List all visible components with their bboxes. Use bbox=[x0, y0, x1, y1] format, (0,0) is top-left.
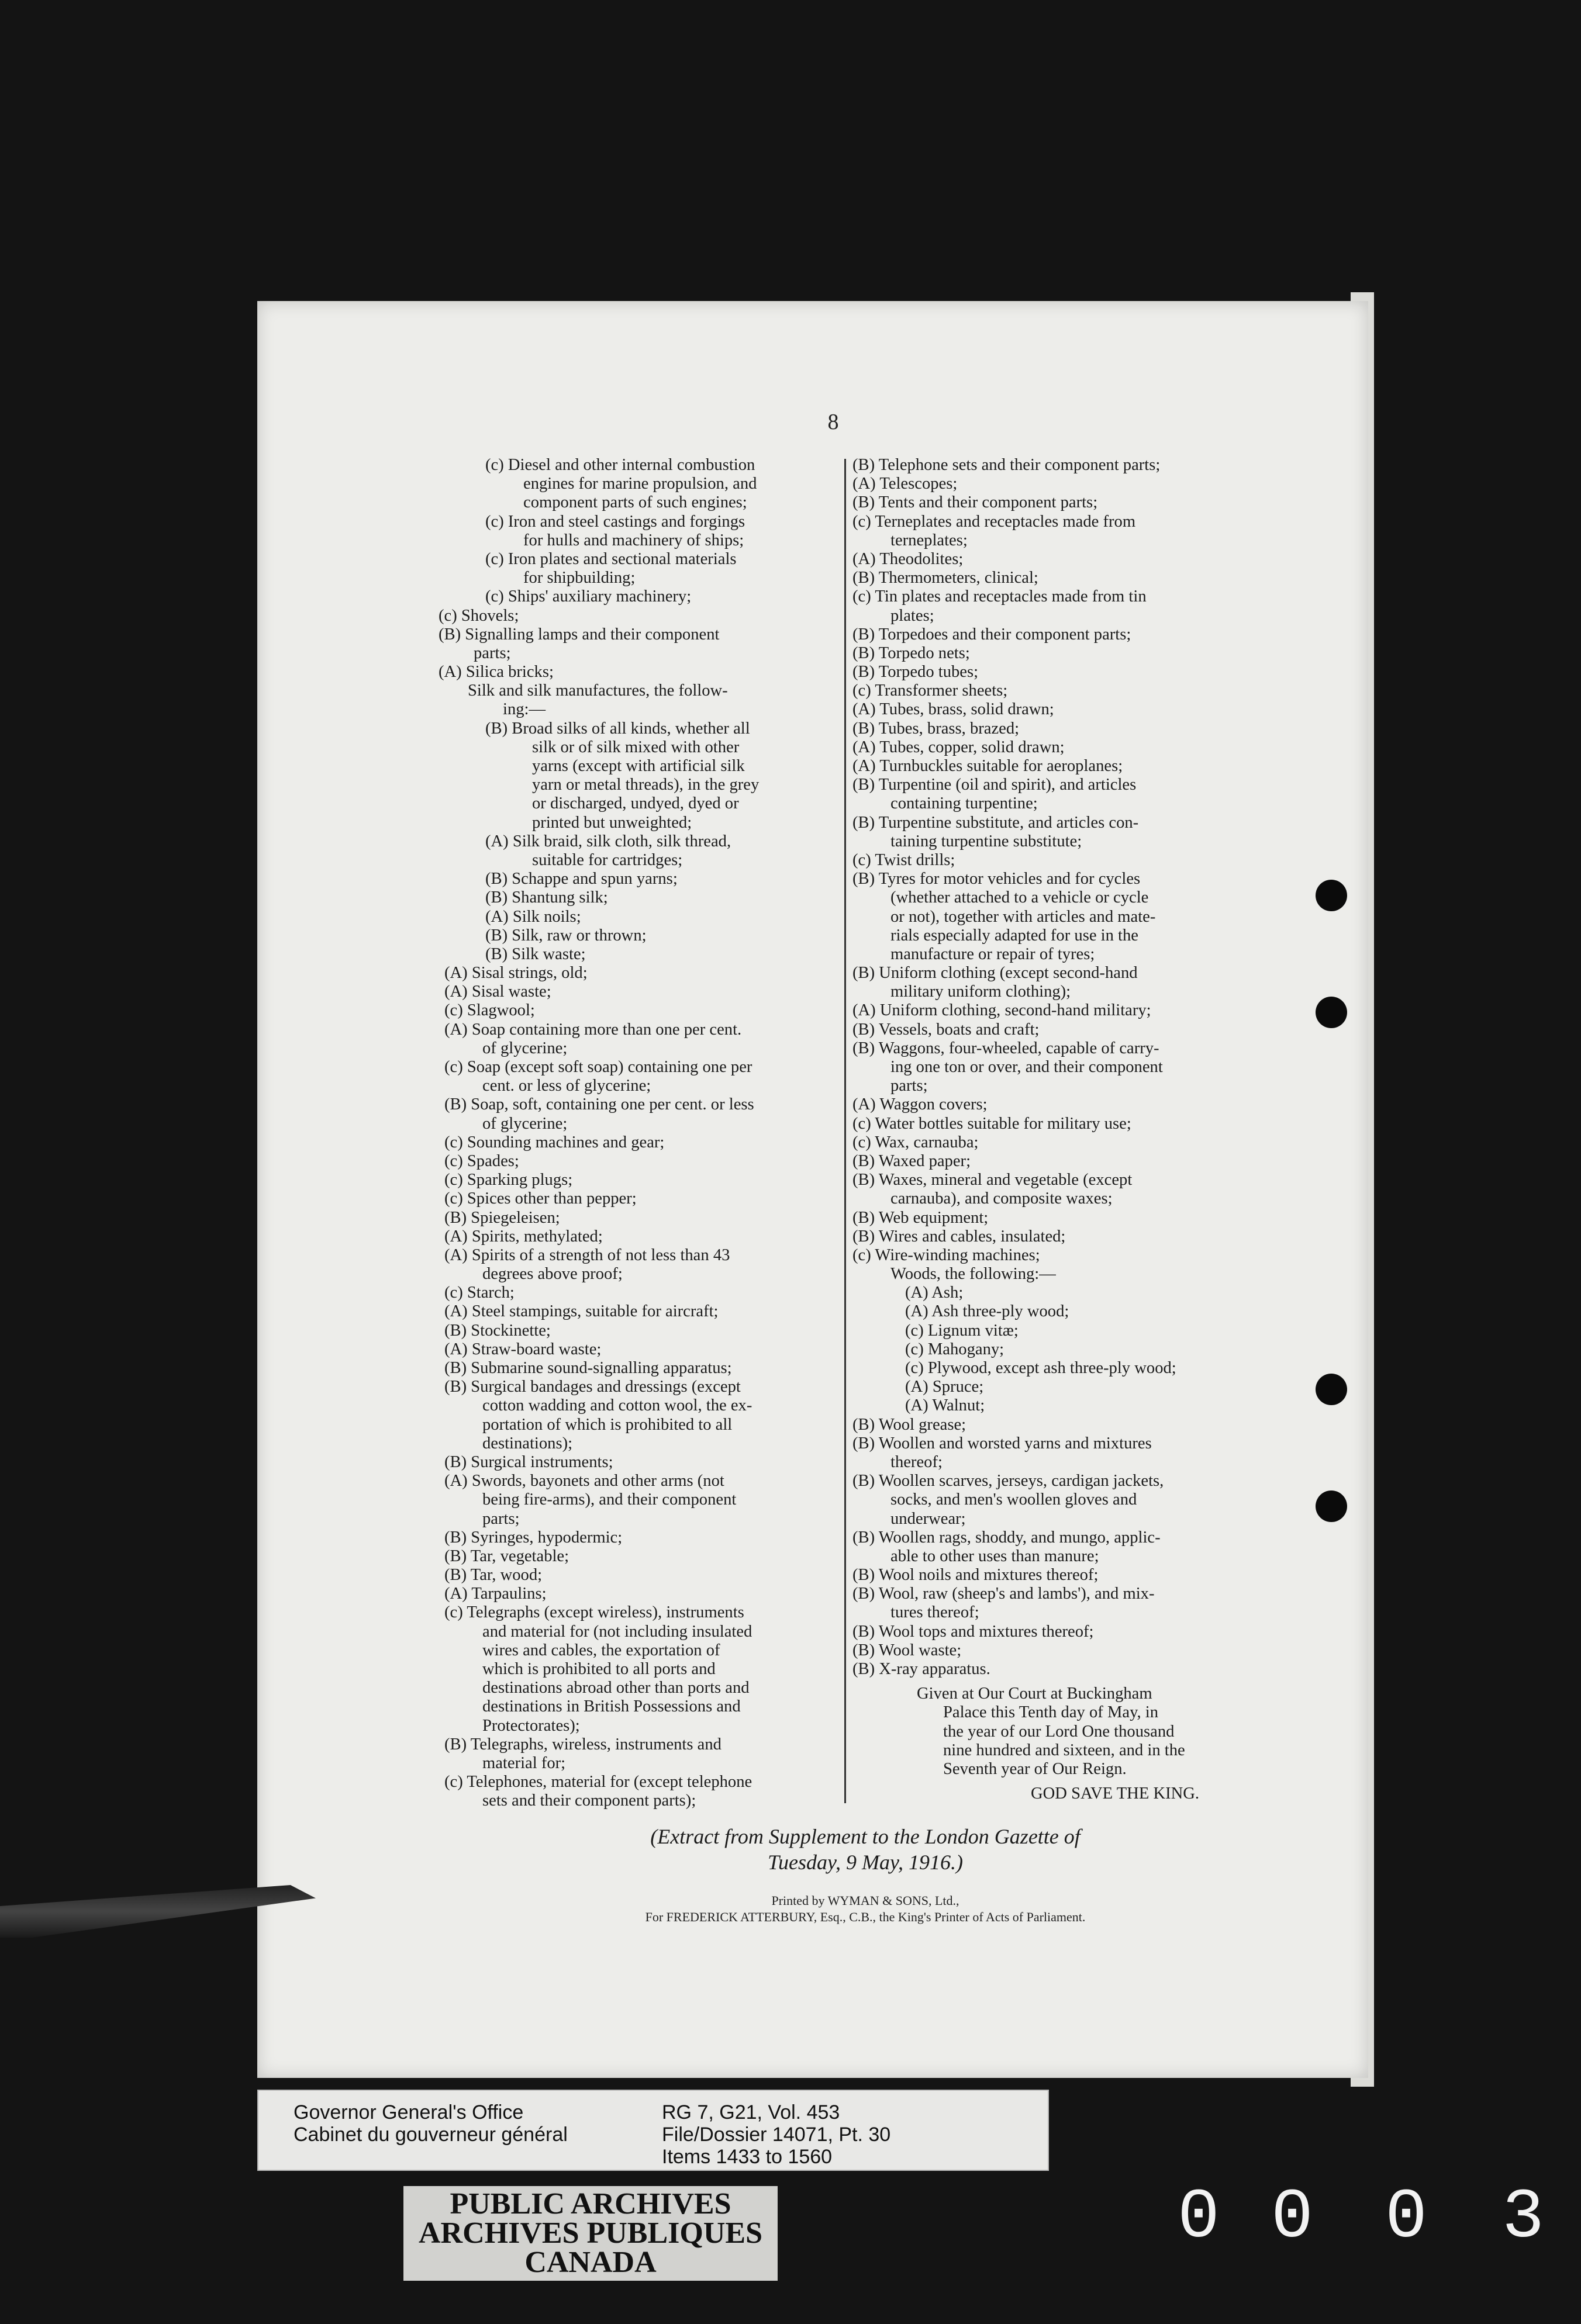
list-line: (c) Slagwool; bbox=[444, 1001, 535, 1020]
printer-line-1: Printed by WYMAN & SONS, Ltd., bbox=[771, 1893, 959, 1908]
list-line: (c) Wire-winding machines; bbox=[852, 1246, 1040, 1264]
list-line: Silk and silk manufactures, the follow- bbox=[468, 682, 728, 700]
list-line: (B) Broad silks of all kinds, whether all bbox=[485, 719, 750, 738]
list-line: ing one ton or over, and their component bbox=[890, 1058, 1163, 1076]
list-line: engines for marine propulsion, and bbox=[523, 475, 757, 493]
frame-digit: 0 bbox=[1177, 2178, 1220, 2258]
given-at-line: the year of our Lord One thousand bbox=[943, 1722, 1175, 1741]
list-line: (B) Waxes, mineral and vegetable (except bbox=[852, 1171, 1133, 1189]
list-line: (B) Shantung silk; bbox=[485, 888, 608, 907]
list-line: (c) Sounding machines and gear; bbox=[444, 1133, 665, 1151]
printer-note bbox=[515, 1893, 1216, 1925]
given-at-line: Palace this Tenth day of May, in bbox=[943, 1703, 1159, 1722]
list-line: (B) Tents and their component parts; bbox=[852, 493, 1098, 512]
frame-digit: 3 bbox=[1501, 2178, 1544, 2258]
list-line: (B) Signalling lamps and their component bbox=[439, 625, 720, 644]
list-line: parts; bbox=[890, 1077, 928, 1095]
list-line: (c) Plywood, except ash three-ply wood; bbox=[905, 1359, 1176, 1377]
list-line: (B) Torpedo nets; bbox=[852, 644, 970, 662]
list-line: (c) Sparking plugs; bbox=[444, 1171, 573, 1189]
list-line: (B) Silk, raw or thrown; bbox=[485, 926, 647, 945]
list-line: degrees above proof; bbox=[482, 1265, 623, 1284]
list-line: (A) Tubes, copper, solid drawn; bbox=[852, 738, 1065, 756]
punch-hole bbox=[1316, 880, 1347, 911]
list-line: (B) Woollen and worsted yarns and mixtures bbox=[852, 1434, 1152, 1452]
list-line: (B) Schappe and spun yarns; bbox=[485, 870, 678, 888]
list-line: (A) Silica bricks; bbox=[439, 663, 554, 682]
stamp-line-1: PUBLIC ARCHIVES bbox=[450, 2187, 731, 2221]
list-line: (B) Turpentine substitute, and articles con- bbox=[852, 813, 1139, 832]
list-line: (c) Tin plates and receptacles made from tin bbox=[852, 587, 1147, 606]
list-line: (B) Wool grease; bbox=[852, 1415, 966, 1434]
list-line: (c) Soap (except soft soap) containing one per bbox=[444, 1058, 752, 1076]
list-line: or discharged, undyed, dyed or bbox=[532, 794, 739, 813]
list-line: ing:— bbox=[503, 700, 546, 719]
list-line: (B) Thermometers, clinical; bbox=[852, 569, 1038, 587]
list-line: being fire-arms), and their component bbox=[482, 1490, 737, 1509]
list-line: (c) Wax, carnauba; bbox=[852, 1133, 979, 1151]
list-line: cent. or less of glycerine; bbox=[482, 1077, 651, 1095]
list-line: (B) Torpedo tubes; bbox=[852, 663, 979, 682]
list-line: (c) Terneplates and receptacles made from bbox=[852, 512, 1136, 531]
list-line: (B) Tar, vegetable; bbox=[444, 1547, 569, 1565]
list-line: (A) Turnbuckles suitable for aeroplanes; bbox=[852, 757, 1123, 775]
god-save-the-king: GOD SAVE THE KING. bbox=[1031, 1784, 1200, 1803]
list-line: military uniform clothing); bbox=[890, 983, 1071, 1001]
list-line: underwear; bbox=[890, 1509, 966, 1528]
list-line: (B) Uniform clothing (except second-hand bbox=[852, 964, 1138, 983]
list-line: (B) Surgical bandages and dressings (except bbox=[444, 1378, 741, 1396]
stamp-line-3: CANADA bbox=[524, 2246, 657, 2279]
list-line: plates; bbox=[890, 606, 934, 625]
list-line: (A) Sisal strings, old; bbox=[444, 964, 588, 983]
list-line: (A) Straw-board waste; bbox=[444, 1340, 602, 1358]
given-at-line: nine hundred and sixteen, and in the bbox=[943, 1741, 1185, 1759]
list-line: thereof; bbox=[890, 1452, 943, 1471]
extract-line-2: Tuesday, 9 May, 1916.) bbox=[768, 1851, 963, 1874]
right-column bbox=[852, 456, 1250, 1803]
list-line: carnauba), and composite waxes; bbox=[890, 1189, 1113, 1208]
list-line: for hulls and machinery of ships; bbox=[523, 531, 744, 549]
list-line: of glycerine; bbox=[482, 1039, 568, 1057]
left-column bbox=[439, 456, 836, 1811]
list-line: (A) Sisal waste; bbox=[444, 983, 551, 1001]
list-line: portation of which is prohibited to all bbox=[482, 1415, 733, 1434]
list-line: wires and cables, the exportation of bbox=[482, 1641, 720, 1659]
list-line: manufacture or repair of tyres; bbox=[890, 945, 1095, 963]
list-line: Protectorates); bbox=[482, 1716, 580, 1735]
printer-line-2: For FREDERICK ATTERBURY, Esq., C.B., the King's Printer of Acts of Parliament. bbox=[645, 1910, 1086, 1924]
list-line: destinations abroad other than ports and bbox=[482, 1679, 750, 1697]
list-line: (A) Theodolites; bbox=[852, 549, 964, 568]
list-line: (A) Waggon covers; bbox=[852, 1095, 988, 1114]
list-line: (B) Waggons, four-wheeled, capable of carry- bbox=[852, 1039, 1159, 1057]
list-line: (B) Telegraphs, wireless, instruments and bbox=[444, 1735, 722, 1754]
items-range: Items 1433 to 1560 bbox=[662, 2146, 833, 2168]
list-line: (c) Mahogany; bbox=[905, 1340, 1004, 1358]
list-line: (B) Stockinette; bbox=[444, 1321, 551, 1340]
public-archives-stamp bbox=[403, 2186, 778, 2281]
office-french: Cabinet du gouverneur général bbox=[294, 2124, 568, 2146]
list-line: (B) Wires and cables, insulated; bbox=[852, 1227, 1066, 1246]
list-line: containing turpentine; bbox=[890, 794, 1038, 813]
archive-label-card bbox=[257, 2090, 1049, 2171]
list-line: (B) Waxed paper; bbox=[852, 1151, 971, 1170]
list-line: terneplates; bbox=[890, 531, 968, 549]
list-line: (B) Submarine sound-signalling apparatus; bbox=[444, 1359, 732, 1377]
page-number: 8 bbox=[827, 410, 839, 434]
list-line: taining turpentine substitute; bbox=[890, 832, 1082, 850]
list-line: (B) Tar, wood; bbox=[444, 1566, 543, 1585]
list-line: cotton wadding and cotton wool, the ex- bbox=[482, 1396, 752, 1415]
list-line: (B) X-ray apparatus. bbox=[852, 1660, 990, 1678]
list-line: (B) Wool waste; bbox=[852, 1641, 962, 1659]
list-line: (B) Woollen rags, shoddy, and mungo, applic- bbox=[852, 1528, 1161, 1547]
record-group: RG 7, G21, Vol. 453 bbox=[662, 2101, 840, 2124]
list-line: (c) Iron plates and sectional materials bbox=[485, 549, 737, 568]
list-line: (c) Twist drills; bbox=[852, 850, 955, 869]
list-line: (c) Telegraphs (except wireless), instruments bbox=[444, 1603, 744, 1622]
list-line: (c) Spices other than pepper; bbox=[444, 1189, 637, 1208]
stamp-line-2: ARCHIVES PUBLIQUES bbox=[418, 2216, 763, 2250]
list-line: tures thereof; bbox=[890, 1603, 979, 1622]
list-line: (A) Spruce; bbox=[905, 1378, 984, 1396]
list-line: (B) Soap, soft, containing one per cent. or less bbox=[444, 1095, 754, 1114]
list-line: (A) Spirits of a strength of not less than 43 bbox=[444, 1246, 730, 1264]
list-line: (c) Diesel and other internal combustion bbox=[485, 456, 755, 474]
list-line: (A) Ash three-ply wood; bbox=[905, 1302, 1069, 1321]
list-line: (A) Walnut; bbox=[905, 1396, 985, 1415]
list-line: and material for (not including insulated bbox=[482, 1622, 752, 1641]
list-line: (A) Ash; bbox=[905, 1284, 964, 1302]
list-line: printed but unweighted; bbox=[532, 813, 692, 832]
list-line: (c) Shovels; bbox=[439, 606, 519, 625]
list-line: (B) Torpedoes and their component parts; bbox=[852, 625, 1131, 644]
list-line: (B) Tubes, brass, brazed; bbox=[852, 719, 1020, 738]
punch-hole bbox=[1316, 1490, 1347, 1522]
frame-digit: 0 bbox=[1271, 2178, 1313, 2258]
column-divider bbox=[844, 459, 846, 1803]
punch-hole bbox=[1316, 997, 1347, 1028]
punch-hole bbox=[1316, 1374, 1347, 1405]
list-line: (B) Syringes, hypodermic; bbox=[444, 1528, 623, 1547]
list-line: destinations in British Possessions and bbox=[482, 1697, 741, 1716]
office-english: Governor General's Office bbox=[294, 2101, 524, 2124]
list-line: (c) Transformer sheets; bbox=[852, 682, 1008, 700]
list-line: (B) Surgical instruments; bbox=[444, 1452, 613, 1471]
list-line: (A) Soap containing more than one per cent. bbox=[444, 1020, 742, 1039]
list-line: (c) Lignum vitæ; bbox=[905, 1321, 1019, 1340]
list-line: (A) Spirits, methylated; bbox=[444, 1227, 603, 1246]
list-line: (c) Telephones, material for (except telephone bbox=[444, 1773, 752, 1792]
list-line: (B) Silk waste; bbox=[485, 945, 586, 963]
list-line: (B) Spiegeleisen; bbox=[444, 1208, 560, 1227]
list-line: Woods, the following:— bbox=[890, 1265, 1056, 1284]
list-line: or not), together with articles and mate- bbox=[890, 907, 1156, 926]
list-line: (A) Silk braid, silk cloth, silk thread, bbox=[485, 832, 731, 850]
list-line: of glycerine; bbox=[482, 1114, 568, 1133]
list-line: socks, and men's woollen gloves and bbox=[890, 1490, 1137, 1509]
list-line: (whether attached to a vehicle or cycle bbox=[890, 888, 1149, 907]
given-at-line: Seventh year of Our Reign. bbox=[943, 1759, 1127, 1778]
list-line: (A) Silk noils; bbox=[485, 907, 581, 926]
list-line: parts; bbox=[474, 644, 511, 662]
list-line: suitable for cartridges; bbox=[532, 850, 683, 869]
list-line: destinations); bbox=[482, 1434, 573, 1452]
list-line: (c) Spades; bbox=[444, 1151, 519, 1170]
list-line: for shipbuilding; bbox=[523, 569, 636, 587]
extract-line-1: (Extract from Supplement to the London Gazette of bbox=[650, 1825, 1081, 1848]
list-line: (A) Uniform clothing, second-hand military; bbox=[852, 1001, 1151, 1020]
list-line: (B) Vessels, boats and craft; bbox=[852, 1020, 1040, 1039]
list-line: component parts of such engines; bbox=[523, 493, 747, 512]
list-line: (A) Steel stampings, suitable for aircraft; bbox=[444, 1302, 719, 1321]
list-line: yarns (except with artificial silk bbox=[532, 757, 745, 775]
extract-note bbox=[515, 1824, 1216, 1875]
list-line: (c) Water bottles suitable for military use; bbox=[852, 1114, 1131, 1133]
file-dossier: File/Dossier 14071, Pt. 30 bbox=[662, 2124, 891, 2146]
list-line: (c) Iron and steel castings and forgings bbox=[485, 512, 745, 531]
list-line: silk or of silk mixed with other bbox=[532, 738, 740, 756]
list-line: (B) Web equipment; bbox=[852, 1208, 989, 1227]
frame-digit: 0 bbox=[1385, 2178, 1427, 2258]
list-line: rials especially adapted for use in the bbox=[890, 926, 1138, 945]
list-line: (c) Ships' auxiliary machinery; bbox=[485, 587, 692, 606]
list-line: sets and their component parts); bbox=[482, 1792, 696, 1810]
list-line: (B) Wool tops and mixtures thereof; bbox=[852, 1622, 1094, 1641]
list-line: (B) Woollen scarves, jerseys, cardigan jackets, bbox=[852, 1472, 1164, 1490]
list-line: (B) Wool noils and mixtures thereof; bbox=[852, 1566, 1099, 1585]
list-line: (A) Tarpaulins; bbox=[444, 1585, 547, 1603]
list-line: able to other uses than manure; bbox=[890, 1547, 1099, 1565]
list-line: parts; bbox=[482, 1509, 520, 1528]
list-line: (A) Telescopes; bbox=[852, 475, 958, 493]
list-line: (B) Wool, raw (sheep's and lambs'), and mix- bbox=[852, 1585, 1155, 1603]
list-line: (B) Tyres for motor vehicles and for cycles bbox=[852, 870, 1141, 888]
list-line: (B) Turpentine (oil and spirit), and articles bbox=[852, 776, 1137, 794]
list-line: (A) Tubes, brass, solid drawn; bbox=[852, 700, 1054, 719]
list-line: which is prohibited to all ports and bbox=[482, 1660, 716, 1678]
list-line: material for; bbox=[482, 1754, 566, 1772]
list-line: (B) Telephone sets and their component parts; bbox=[852, 456, 1161, 474]
list-line: (A) Swords, bayonets and other arms (not bbox=[444, 1472, 724, 1490]
given-at-line: Given at Our Court at Buckingham bbox=[917, 1685, 1152, 1703]
list-line: (c) Starch; bbox=[444, 1284, 515, 1302]
list-line: yarn or metal threads), in the grey bbox=[532, 776, 760, 794]
